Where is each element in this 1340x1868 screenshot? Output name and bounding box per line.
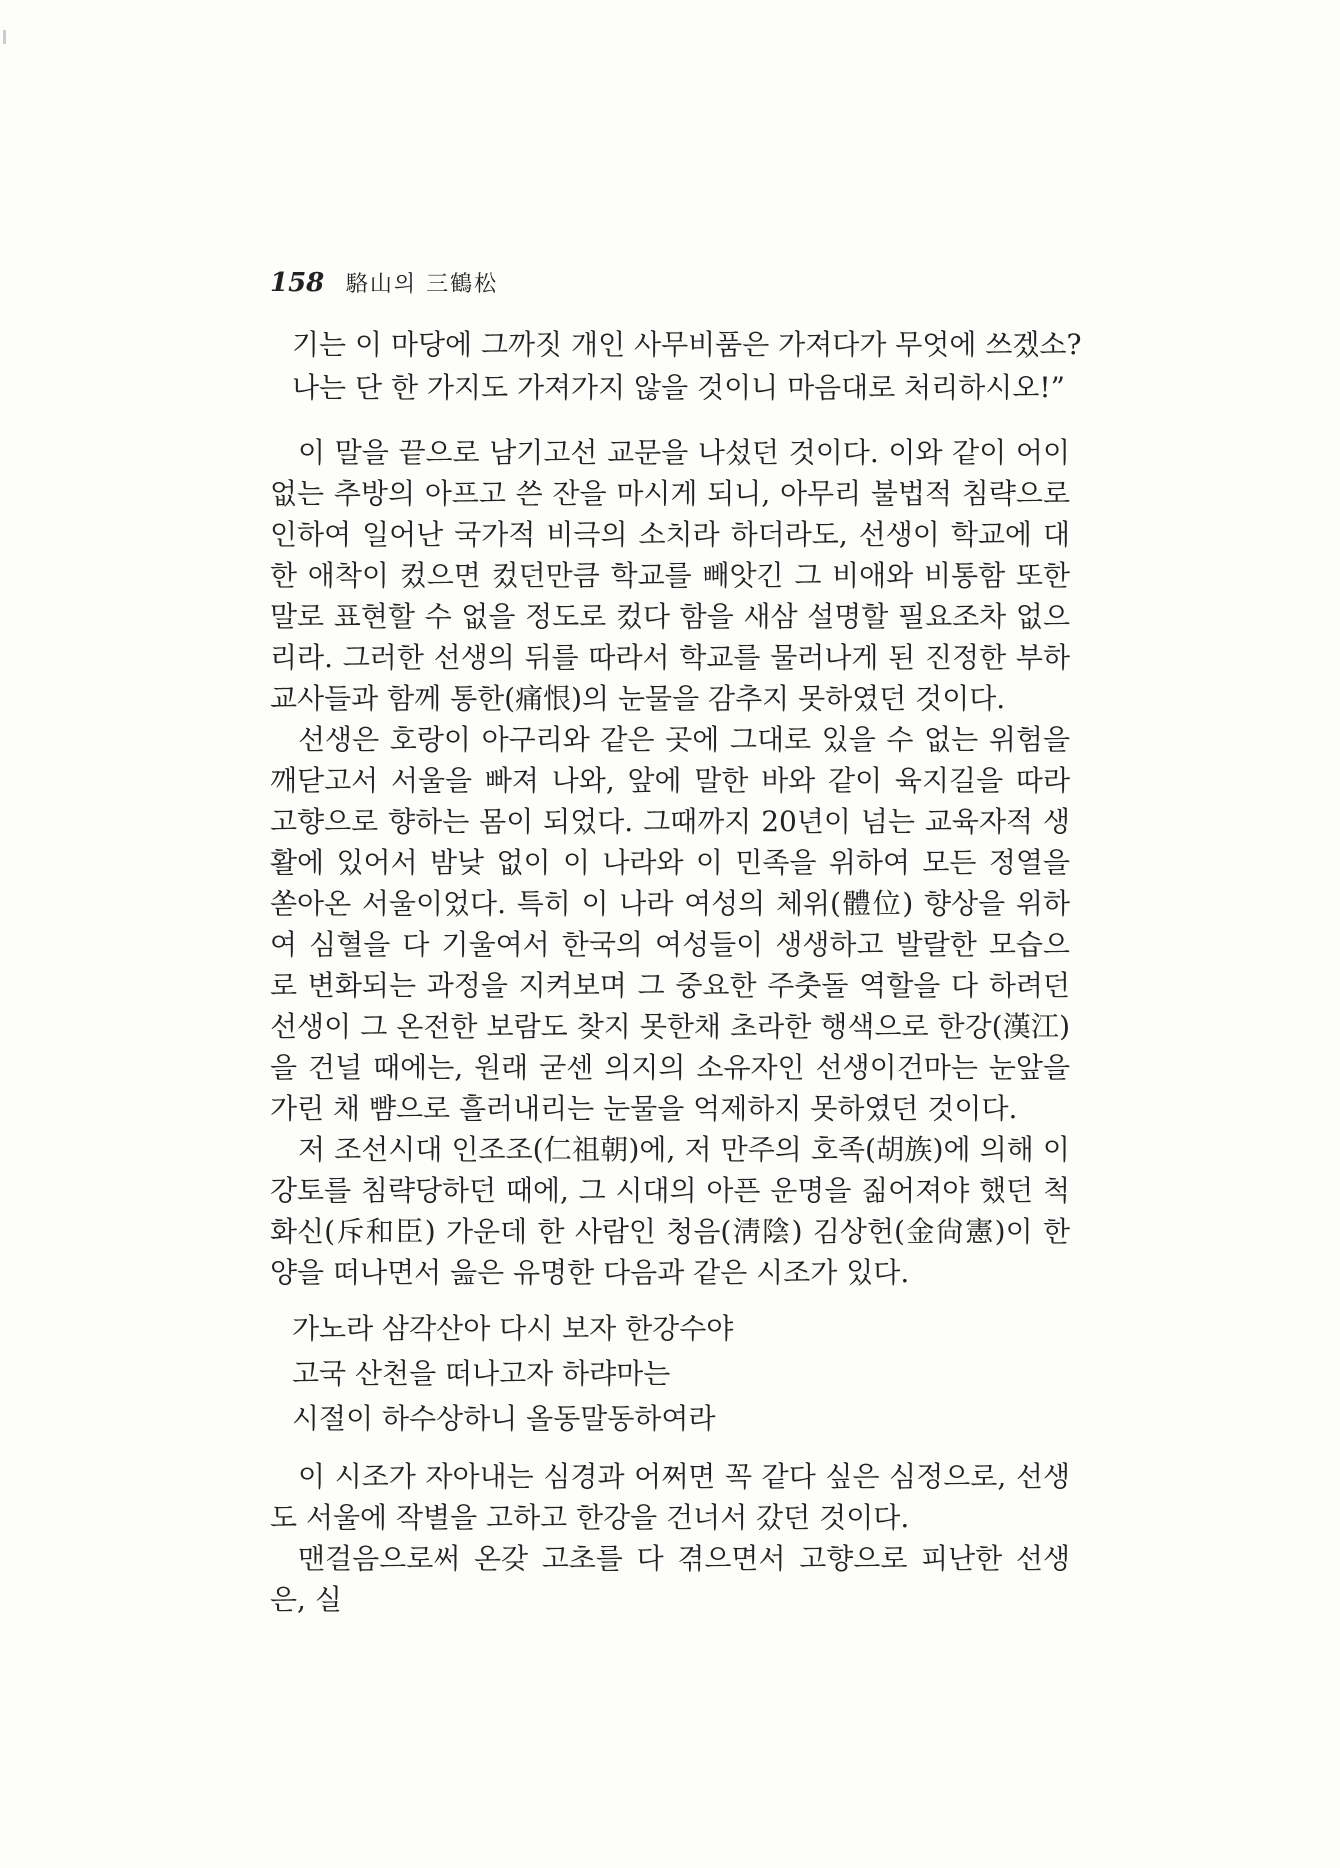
- page-number: 158: [270, 268, 325, 298]
- body-text: [270, 432, 1070, 1293]
- running-head: [270, 268, 498, 300]
- paragraph: 이 시조가 자아내는 심경과 어쩌면 꼭 같다 싶은 심정으로, 선생도 서울에 작별을 고하고 한강을 건너서 갔던 것이다.: [270, 1460, 1070, 1534]
- paragraph: 맨걸음으로써 온갖 고초를 다 겪으면서 고향으로 피난한 선생은, 실: [270, 1542, 1070, 1616]
- paragraph: 선생은 호랑이 아구리와 같은 곳에 그대로 있을 수 없는 위험을 깨닫고서 서울을 빠져 나와, 앞에 말한 바와 같이 육지길을 따라 고향으로 향하는 몸이 되었다. 그때까지 20년이 넘는 교육자적 생활에 있어서 밤낮 없이 이 나라와 이 민족을 위하여 모든 정열을 쏟아온 서울이었다. 특히 이 나라 여성의 체위(體位) 향상을 위하여 심혈을 다 기울여서 한국의 여성들이 생생하고 발랄한 모습으로 변화되는 과정을 지켜보며 그 중요한 주춧돌 역할을 다 하려던 선생이 그 온전한 보람도 찾지 못한채 초라한 행색으로 한강(漢江)을 건널 때에는, 원래 굳센 의지의 소유자인 선생이건마는 눈앞을 가린 채 뺨으로 흘러내리는 눈물을 억제하지 못하였던 것이다.: [270, 723, 1070, 1125]
- closing-text: [270, 1456, 1070, 1620]
- quote-continuation: [270, 323, 1120, 409]
- sijo-poem: [292, 1306, 733, 1441]
- poem-line: 고국 산천을 떠나고자 하랴마는: [292, 1357, 671, 1390]
- scan-artifact: [3, 30, 6, 44]
- paragraph: 이 말을 끝으로 남기고선 교문을 나섰던 것이다. 이와 같이 어이없는 추방의 아프고 쓴 잔을 마시게 되니, 아무리 불법적 침략으로 인하여 일어난 국가적 비극의 소치라 하더라도, 선생이 학교에 대한 애착이 컸으면 컸던만큼 학교를 빼앗긴 그 비애와 비통함 또한 말로 표현할 수 없을 정도로 컸다 함을 새삼 설명할 필요조차 없으리라. 그러한 선생의 뒤를 따라서 학교를 물러나게 된 진정한 부하 교사들과 함께 통한(痛恨)의 눈물을 감추지 못하였던 것이다.: [270, 436, 1070, 715]
- poem-line: 시절이 하수상하니 올동말동하여라: [292, 1402, 716, 1435]
- paragraph: 저 조선시대 인조조(仁祖朝)에, 저 만주의 호족(胡族)에 의해 이 강토를 침략당하던 때에, 그 시대의 아픈 운명을 짊어져야 했던 척화신(斥和臣) 가운데 한 사람인 청음(淸陰) 김상헌(金尙憲)이 한양을 떠나면서 읊은 유명한 다음과 같은 시조가 있다.: [270, 1133, 1070, 1289]
- quote-line: 기는 이 마당에 그까짓 개인 사무비품은 가져다가 무엇에 쓰겠소?: [292, 328, 1082, 361]
- poem-line: 가노라 삼각산아 다시 보자 한강수야: [292, 1312, 734, 1345]
- quote-line: 나는 단 한 가지도 가져가지 않을 것이니 마음대로 처리하시오!”: [292, 371, 1065, 404]
- book-title: 駱山의 三鶴松: [345, 272, 499, 297]
